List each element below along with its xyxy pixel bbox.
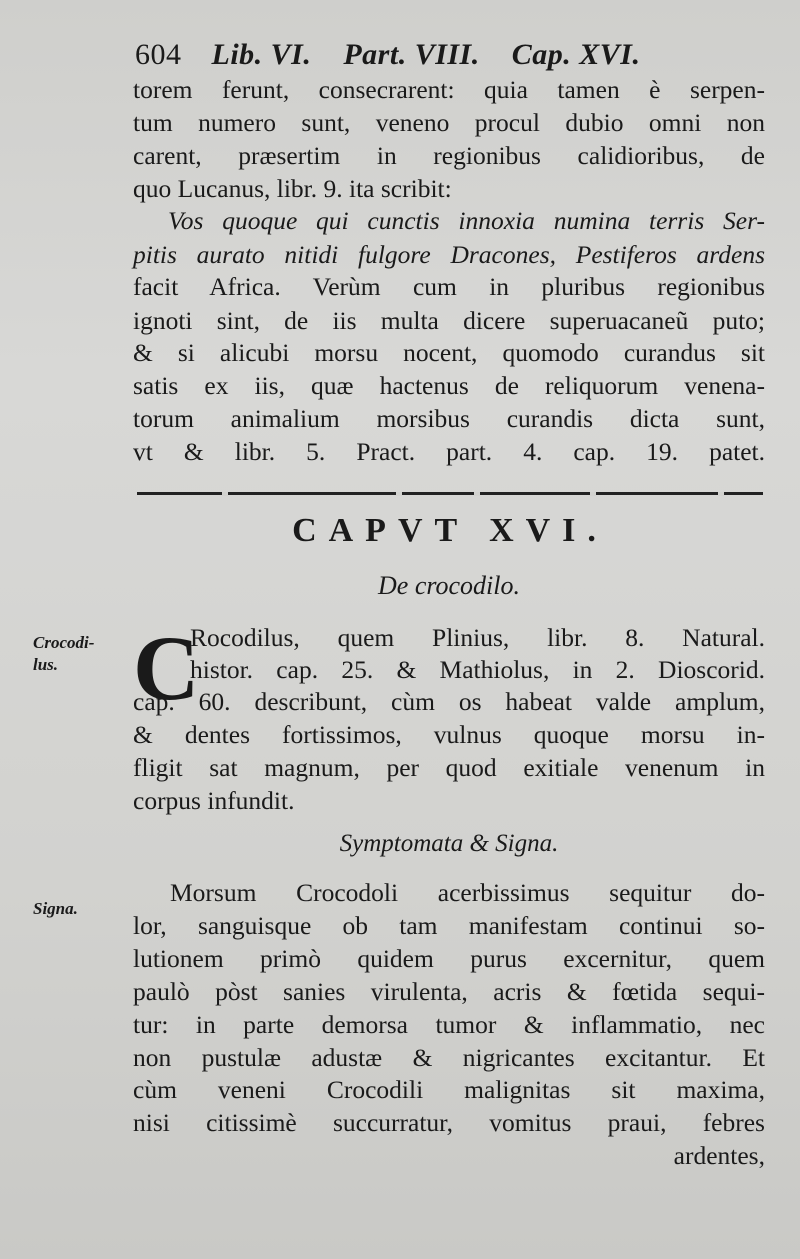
text-line: Morsum Crocodoli acerbissimus sequitur do- bbox=[170, 878, 765, 907]
header-part: Part. VIII. bbox=[343, 38, 480, 71]
text-line: vt & libr. 5. Pract. part. 4. cap. 19. patet. bbox=[133, 437, 765, 466]
text-line: carent, præsertim in regionibus calidioribus, de bbox=[133, 141, 765, 170]
chapter-subtitle: De crocodilo. bbox=[378, 571, 520, 600]
chapter-heading: CAPVT XVI. bbox=[292, 512, 608, 549]
text-line: non pustulæ adustæ & nigricantes excitantur. Et bbox=[133, 1043, 765, 1072]
text-line: torem ferunt, consecrarent: quia tamen è serpen- bbox=[133, 75, 765, 104]
margin-note-crocodilus: Crocodi- lus. bbox=[33, 633, 95, 674]
section-divider bbox=[137, 492, 763, 495]
text-line: satis ex iis, quæ hactenus de reliquorum venena- bbox=[133, 371, 765, 400]
text-line: lutionem primò quidem purus excernitur, quem bbox=[133, 944, 765, 973]
quote-line: pitis aurato nitidi fulgore Dracones, Pestiferos ardens bbox=[133, 240, 765, 269]
quote-line: Vos quoque qui cunctis innoxia numina terris Ser- bbox=[168, 206, 765, 235]
text-line: fligit sat magnum, per quod exitiale venenum in bbox=[133, 753, 765, 782]
text-line: nisi citissimè succurratur, vomitus praui, febres bbox=[133, 1108, 765, 1137]
divider-gap bbox=[474, 492, 480, 496]
header-chapter: Cap. XVI. bbox=[511, 38, 641, 71]
catchword: ardentes, bbox=[673, 1141, 765, 1170]
text-line: cùm veneni Crocodili malignitas sit maxima, bbox=[133, 1075, 765, 1104]
text-line: corpus infundit. bbox=[133, 786, 295, 815]
page-number: 604 bbox=[135, 38, 182, 71]
text-line: lor, sanguisque ob tam manifestam continui so- bbox=[133, 911, 765, 940]
text-line: tum numero sunt, veneno procul dubio omni non bbox=[133, 108, 765, 137]
text-line: cap. 60. describunt, cùm os habeat valde amplum, bbox=[133, 687, 765, 716]
text-line: facit Africa. Verùm cum in pluribus regionibus bbox=[133, 272, 765, 301]
divider-gap bbox=[222, 492, 228, 496]
text-line: histor. cap. 25. & Mathiolus, in 2. Dioscorid. bbox=[190, 655, 765, 684]
header-book: Lib. VI. bbox=[211, 38, 312, 71]
running-header bbox=[135, 38, 775, 72]
text-line: ignoti sint, de iis multa dicere superuacaneũ puto; bbox=[133, 306, 765, 335]
text-line: & dentes fortissimos, vulnus quoque morsu in- bbox=[133, 720, 765, 749]
section-subtitle: Symptomata & Signa. bbox=[339, 830, 559, 857]
text-line: & si alicubi morsu nocent, quomodo curandus sit bbox=[133, 338, 765, 367]
text-line: paulò pòst sanies virulenta, acris & fœtida sequi- bbox=[133, 977, 765, 1006]
text-line: torum animalium morsibus curandis dicta sunt, bbox=[133, 404, 765, 433]
text-line: tur: in parte demorsa tumor & inflammatio, nec bbox=[133, 1010, 765, 1039]
divider-gap bbox=[590, 492, 596, 496]
drop-capital: C bbox=[133, 617, 200, 719]
divider-gap bbox=[396, 492, 402, 496]
margin-note-signa: Signa. bbox=[33, 899, 78, 918]
divider-gap bbox=[718, 492, 724, 496]
text-line: Rocodilus, quem Plinius, libr. 8. Natural. bbox=[190, 623, 765, 652]
text-line: quo Lucanus, libr. 9. ita scribit: bbox=[133, 174, 452, 203]
